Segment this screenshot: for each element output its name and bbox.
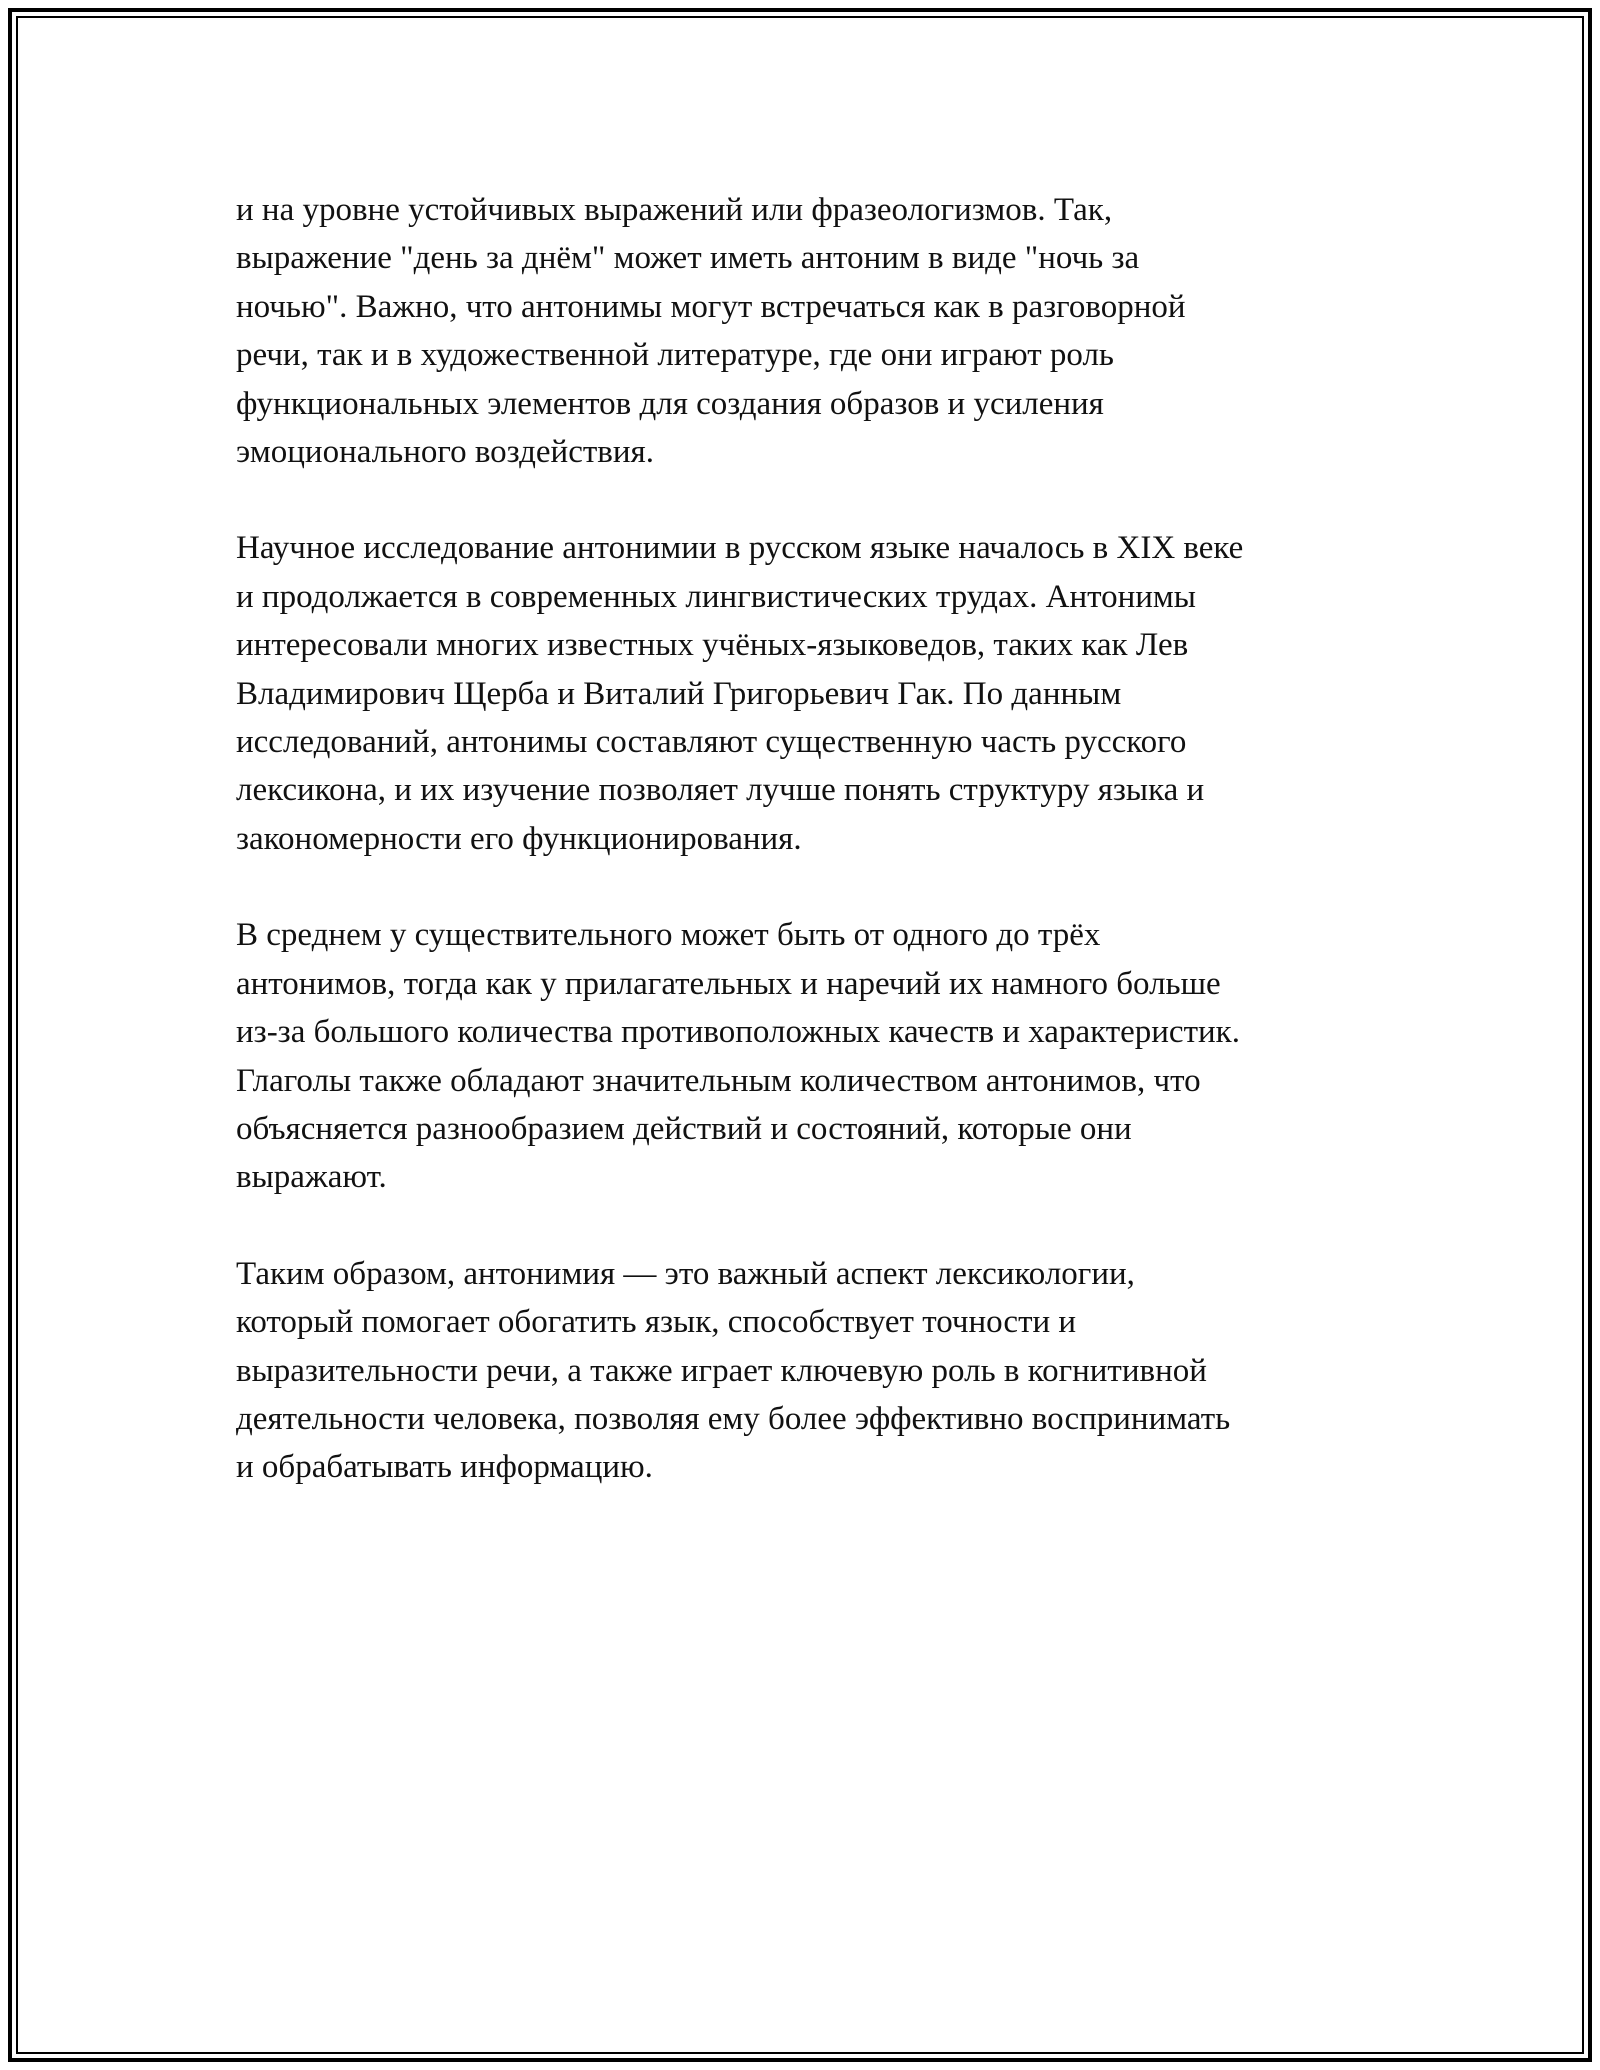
text-line: закономерности его функционирования. [236, 820, 802, 857]
text-line: деятельности человека, позволяя ему более эффективно воспринимать [236, 1400, 1231, 1437]
text-line: и на уровне устойчивых выражений или фразеологизмов. Так, [236, 192, 1113, 228]
document-body [236, 186, 1376, 1540]
text-line: из-за большого количества противоположных качеств и характеристик. [236, 1014, 1240, 1051]
text-line: Глаголы также обладают значительным количеством антонимов, что [236, 1062, 1201, 1099]
text-line: объясняется разнообразием действий и состояний, которые они [236, 1110, 1132, 1147]
paragraph-4 [236, 1250, 1376, 1492]
paragraph-2 [236, 524, 1376, 863]
text-line: и продолжается в современных лингвистических трудах. Антонимы [236, 578, 1196, 615]
text-line: антонимов, тогда как у прилагательных и наречий их намного больше [236, 965, 1221, 1002]
text-line: Научное исследование антонимии в русском языке началось в XIX веке [236, 530, 1244, 567]
text-line: эмоционального воздействия. [236, 434, 654, 471]
paragraph-1 [236, 186, 1376, 476]
text-line: функциональных элементов для создания образов и усиления [236, 385, 1104, 422]
text-line: Таким образом, антонимия — это важный аспект лексикологии, [236, 1255, 1135, 1292]
text-line: интересовали многих известных учёных-языковедов, таких как Лев [236, 627, 1189, 664]
text-line: выразительности речи, а также играет ключевую роль в когнитивной [236, 1352, 1207, 1389]
text-line: и обрабатывать информацию. [236, 1449, 653, 1486]
text-line: В среднем у существительного может быть от одного до трёх [236, 917, 1101, 954]
text-line: выражение "день за днём" может иметь антоним в виде "ночь за [236, 240, 1140, 277]
text-line: выражают. [236, 1159, 387, 1196]
paragraph-3 [236, 911, 1376, 1201]
text-line: Владимирович Щерба и Виталий Григорьевич Гак. По данным [236, 675, 1122, 712]
text-line: ночью". Важно, что антонимы могут встречаться как в разговорной [236, 288, 1186, 325]
text-line: исследований, антонимы составляют существенную часть русского [236, 724, 1187, 761]
text-line: который помогает обогатить язык, способствует точности и [236, 1304, 1077, 1341]
text-line: лексикона, и их изучение позволяет лучше понять структуру языка и [236, 772, 1205, 809]
text-line: речи, так и в художественной литературе, где они играют роль [236, 337, 1114, 374]
